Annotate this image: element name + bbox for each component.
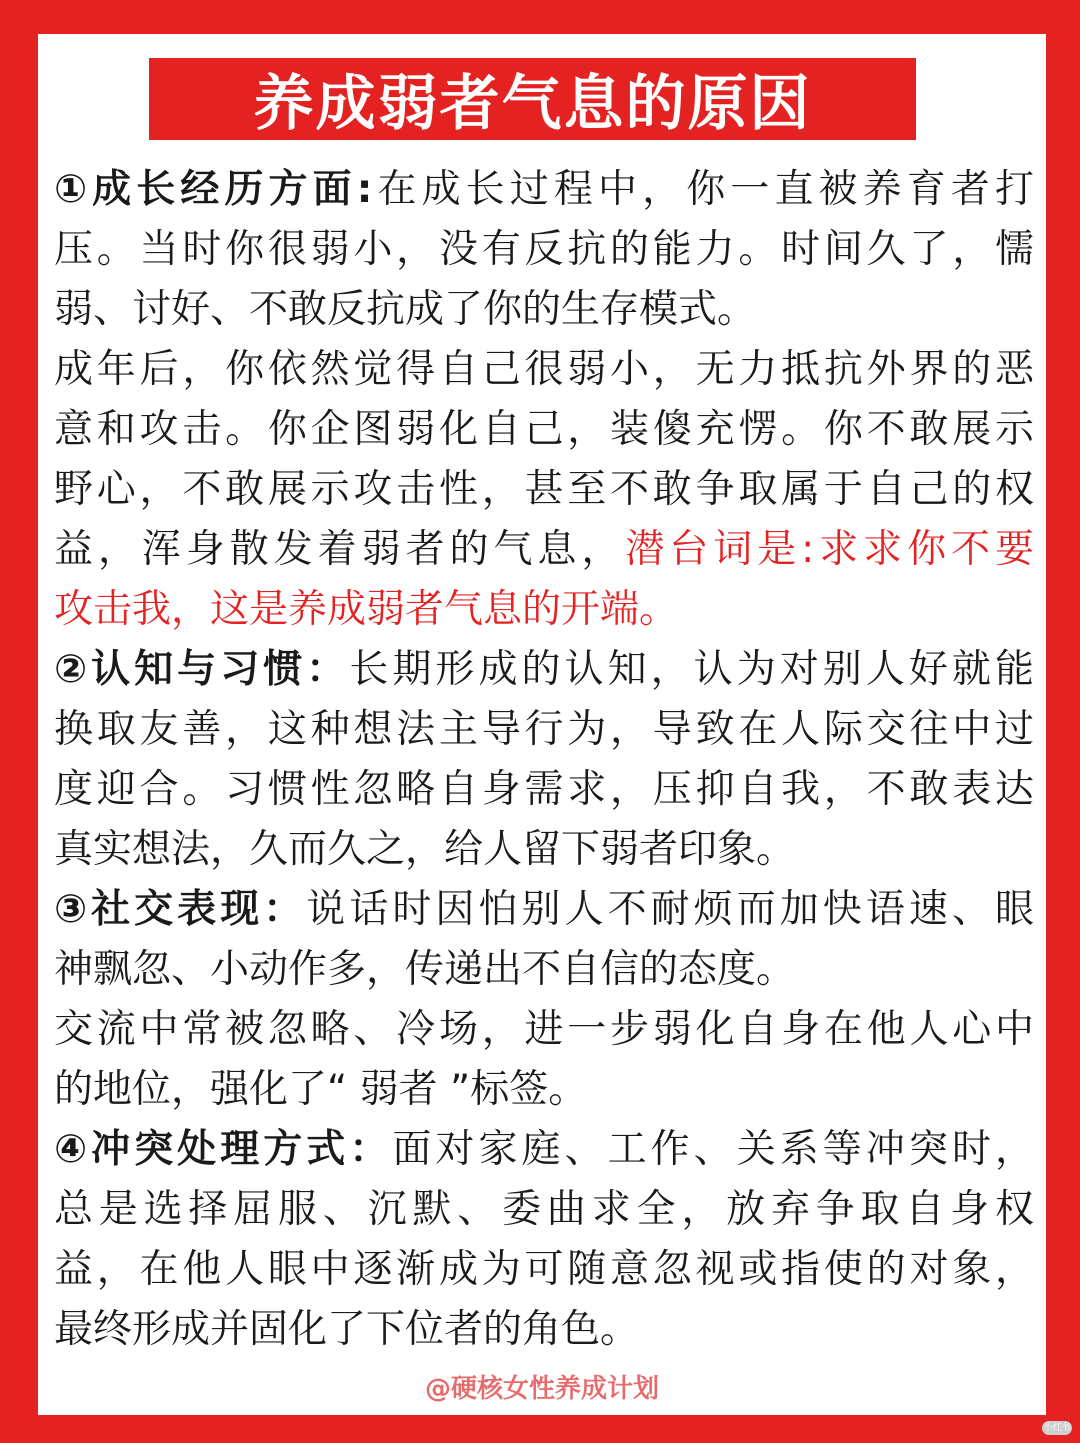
section-3-line-3: 交流中常被忽略、冷场，进一步弱化自身在他人心中 xyxy=(54,1007,1034,1052)
section-4-line-3: 益，在他人眼中逐渐成为可随意忽视或指使的对象， xyxy=(54,1247,1034,1292)
section-1-line-3: 弱、讨好、不敢反抗成了你的生存模式。 xyxy=(54,287,757,332)
section-1-line-1 xyxy=(54,160,1034,220)
title-banner xyxy=(149,58,916,140)
section-2-line-4: 真实想法，久而久之，给人留下弱者印象。 xyxy=(54,827,796,872)
section-4-heading: ④冲突处理方式： xyxy=(54,1127,393,1172)
section-1-highlight-line: 攻击我，这是养成弱者气息的开端。 xyxy=(54,587,679,632)
section-1-highlight: 潜台词是:求求你不要 xyxy=(625,527,1034,572)
section-3-line-1 xyxy=(54,880,1034,940)
page-title: 养成弱者气息的原因 xyxy=(253,69,812,139)
article-body xyxy=(54,160,1034,1360)
section-4-line-1 xyxy=(54,1120,1034,1180)
section-2-heading: ②认知与习惯： xyxy=(54,647,350,692)
author-handle: @硬核女性养成计划 xyxy=(424,1374,659,1404)
section-2-line-1 xyxy=(54,640,1034,700)
section-3-text: 说话时因怕别人不耐烦而加快语速、眼 xyxy=(306,887,1034,932)
watermark-badge: 小红书 xyxy=(1043,1423,1071,1433)
section-1-heading: ①成长经历方面: xyxy=(54,167,373,212)
section-1-line-7 xyxy=(54,520,1034,580)
section-4-line-2: 总是选择屈服、沉默、委曲求全，放弃争取自身权 xyxy=(54,1187,1034,1232)
section-3-heading: ③社交表现： xyxy=(54,887,307,932)
section-2-line-3: 度迎合。习惯性忽略自身需求，压抑自我，不敢表达 xyxy=(54,767,1034,812)
section-2-line-2: 换取友善，这种想法主导行为，导致在人际交往中过 xyxy=(54,707,1034,752)
section-1-text: 在成长过程中，你一直被养育者打 xyxy=(372,167,1034,212)
section-1-line-6: 野心，不敢展示攻击性，甚至不敢争取属于自己的权 xyxy=(54,467,1034,512)
section-1-line-5: 意和攻击。你企图弱化自己，装傻充愣。你不敢展示 xyxy=(54,407,1034,452)
section-1-line-4: 成年后，你依然觉得自己很弱小，无力抵抗外界的恶 xyxy=(54,347,1034,392)
section-1-line-2: 压。当时你很弱小，没有反抗的能力。时间久了，懦 xyxy=(54,227,1034,272)
content-card xyxy=(38,34,1046,1415)
section-3-line-4: 的地位，强化了“ 弱者 ”标签。 xyxy=(54,1067,588,1112)
section-4-text: 面对家庭、工作、关系等冲突时， xyxy=(392,1127,1034,1172)
section-1-text: 益，浑身散发着弱者的气息， xyxy=(54,527,626,572)
section-4-line-4: 最终形成并固化了下位者的角色。 xyxy=(54,1307,640,1352)
section-2-text: 长期形成的认知，认为对别人好就能 xyxy=(349,647,1034,692)
section-3-line-2: 神飘忽、小动作多，传递出不自信的态度。 xyxy=(54,947,796,992)
